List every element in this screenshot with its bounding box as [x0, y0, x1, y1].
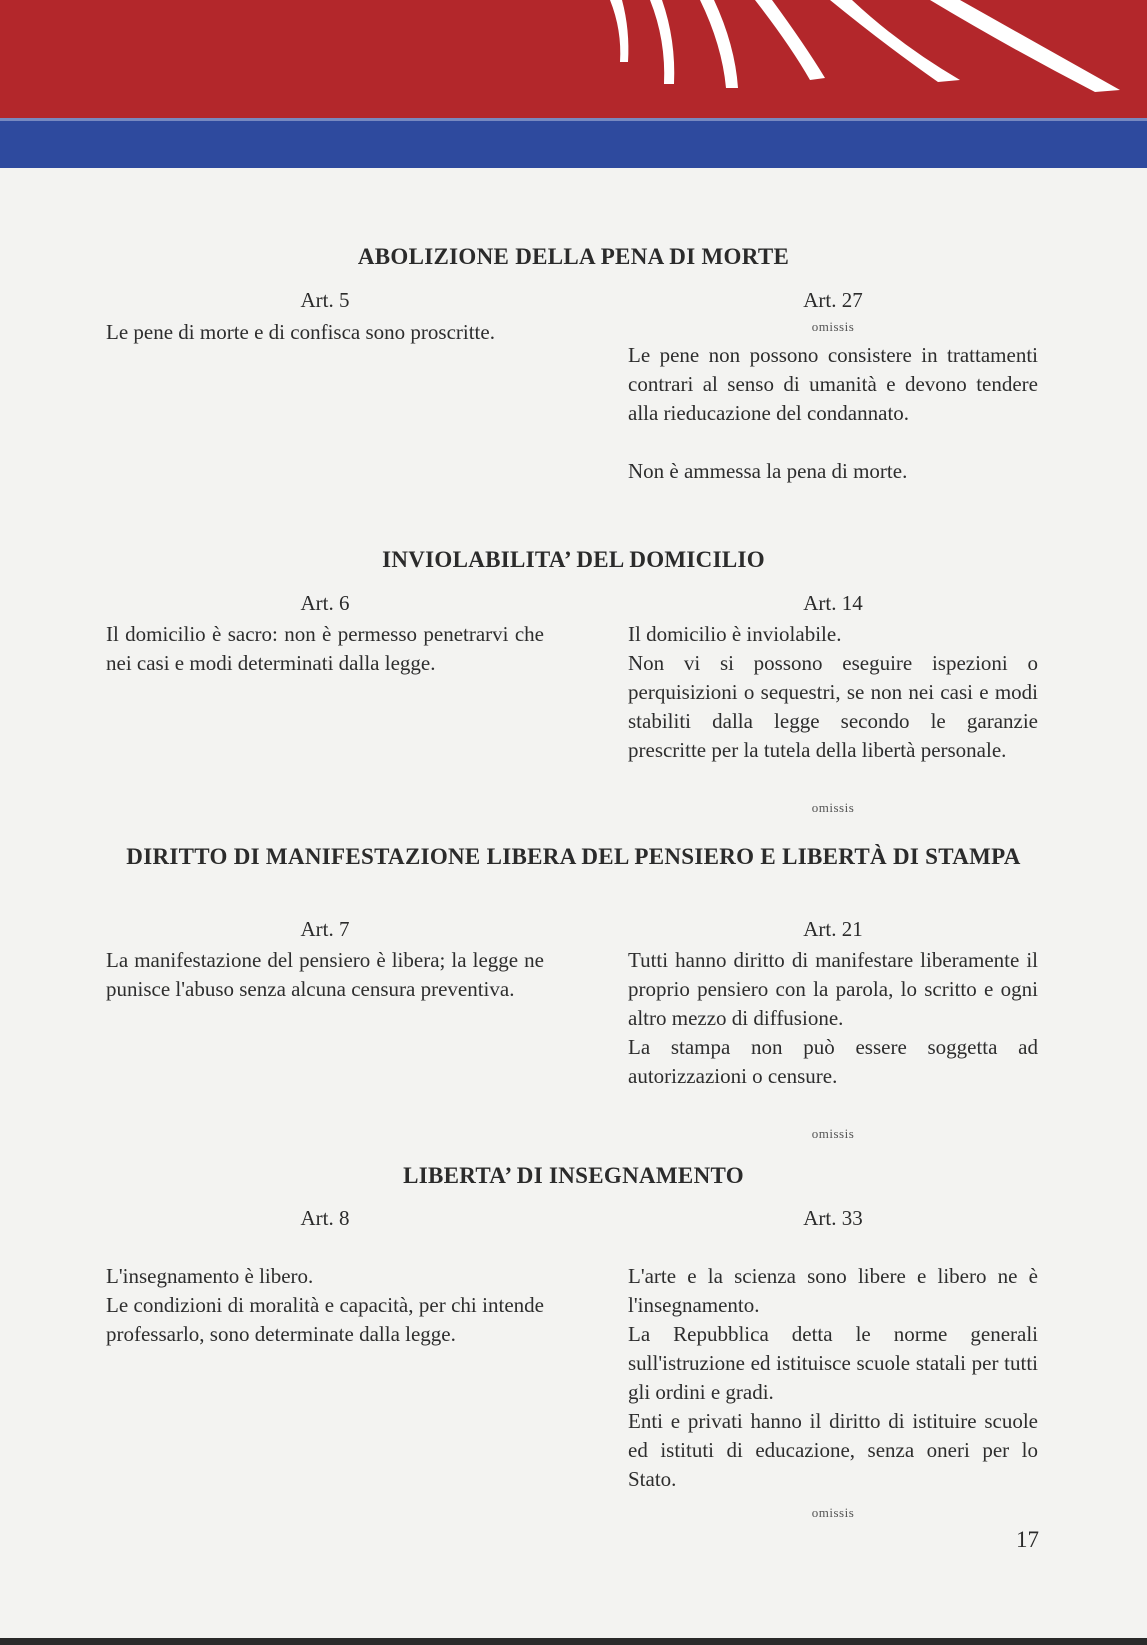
page-number: 17 — [1016, 1527, 1039, 1552]
banner-graphic — [0, 0, 1147, 168]
section-title-insegnamento: LIBERTA’ DI INSEGNAMENTO — [403, 1163, 744, 1188]
article-text-right — [628, 620, 1038, 765]
banner-blue-band — [0, 118, 1147, 168]
bottom-edge-divider — [0, 1638, 1147, 1645]
article-text-right — [628, 1262, 1038, 1494]
article-text-left — [106, 946, 544, 1004]
article-text-right — [628, 341, 1038, 486]
paragraph: La Repubblica detta le norme generali sull'istruzione ed istituisce scuole statali per tutti gli ordini e gradi. — [628, 1322, 1038, 1404]
paragraph: Le pene di morte e di confisca sono proscritte. — [106, 320, 495, 344]
article-text-left — [106, 620, 544, 678]
article-heading-left: Art. 5 — [300, 288, 350, 312]
paragraph: L'arte e la scienza sono libere e libero ne è l'insegnamento. — [628, 1264, 1038, 1317]
paragraph: Le condizioni di moralità e capacità, per chi intende professarlo, sono determinate dalla legge. — [106, 1293, 544, 1346]
paragraph: L'insegnamento è libero. — [106, 1264, 314, 1288]
paragraph: La stampa non può essere soggetta ad autorizzazioni o censure. — [628, 1035, 1038, 1088]
section-title-manifestazione: DIRITTO DI MANIFESTAZIONE LIBERA DEL PENSIERO E LIBERTÀ DI STAMPA — [126, 844, 1021, 869]
paragraph: Non è ammessa la pena di morte. — [628, 459, 908, 483]
article-text-left — [106, 318, 544, 347]
article-heading-right: Art. 14 — [803, 591, 863, 615]
section-title-domicilio: INVIOLABILITA’ DEL DOMICILIO — [382, 547, 765, 572]
paragraph: La manifestazione del pensiero è libera; la legge ne punisce l'abuso senza alcuna censura preventiva. — [106, 948, 544, 1001]
paragraph: Tutti hanno diritto di manifestare liberamente il proprio pensiero con la parola, lo scritto e ogni altro mezzo di diffusione. — [628, 948, 1038, 1030]
section-title-abolizione: ABOLIZIONE DELLA PENA DI MORTE — [357, 244, 790, 269]
article-heading-right: Art. 33 — [803, 1206, 863, 1230]
omissis-note: omissis — [811, 1126, 855, 1141]
article-text-left — [106, 1262, 544, 1349]
omissis-note: omissis — [811, 319, 855, 334]
omissis-note: omissis — [811, 800, 855, 815]
article-heading-left: Art. 6 — [300, 591, 350, 615]
article-heading-right: Art. 27 — [803, 288, 863, 312]
paragraph: Non vi si possono eseguire ispezioni o perquisizioni o sequestri, se non nei casi e modi stabiliti dalla legge secondo le garanzie prescritte per la tutela della libertà personale. — [628, 651, 1038, 762]
paragraph: Enti e privati hanno il diritto di istituire scuole ed istituti di educazione, senza oneri per lo Stato. — [628, 1409, 1038, 1491]
header-banner — [0, 0, 1147, 168]
article-heading-left: Art. 7 — [300, 917, 350, 941]
paragraph: Il domicilio è inviolabile. — [628, 622, 842, 646]
paragraph: Il domicilio è sacro: non è permesso penetrarvi che nei casi e modi determinati dalla legge. — [106, 622, 544, 675]
article-heading-right: Art. 21 — [803, 917, 863, 941]
omissis-note: omissis — [811, 1505, 855, 1520]
paragraph: Le pene non possono consistere in trattamenti contrari al senso di umanità e devono tendere alla rieducazione del condannato. — [628, 343, 1038, 425]
article-heading-left: Art. 8 — [300, 1206, 350, 1230]
article-text-right — [628, 946, 1038, 1091]
